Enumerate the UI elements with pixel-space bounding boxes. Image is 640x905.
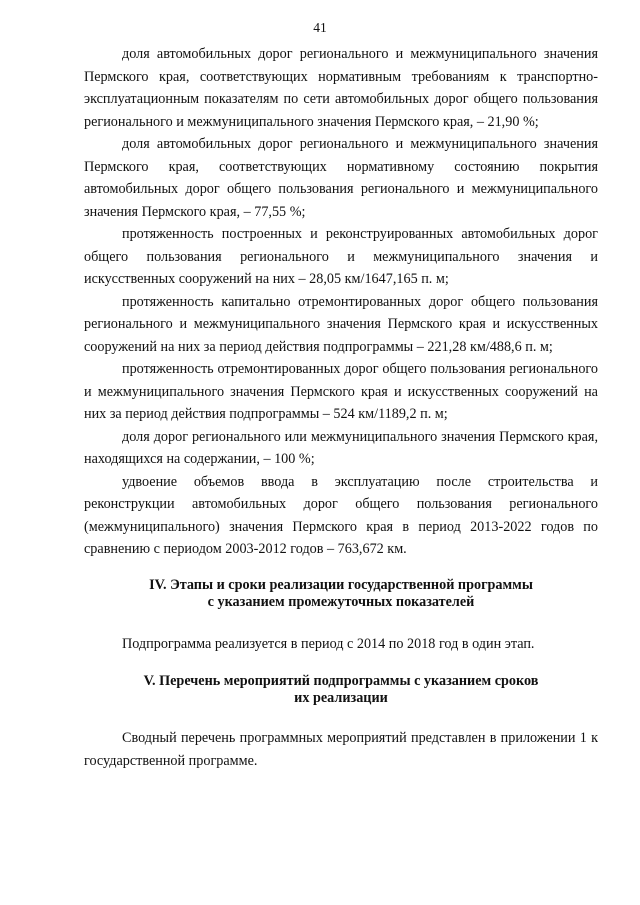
section-iv-text: Подпрограмма реализуется в период с 2014 по 2018 год в один этап.	[122, 635, 535, 652]
section-iv-heading-line2: с указанием промежуточных показателей	[207, 593, 475, 610]
indicator-paragraph: протяженность построенных и реконструированных автомобильных дорог общего пользования регионального и межмуниципального значения и искусственных сооружений на них – 28,05 км/1647,165 п. м;	[84, 226, 598, 287]
indicator-paragraph: доля дорог регионального или межмуниципального значения Пермского края, находящихся на содержании, – 100 %;	[84, 428, 598, 467]
section-v-heading-line1: V. Перечень мероприятий подпрограммы с указанием сроков	[143, 673, 539, 689]
page-number: 41	[313, 20, 327, 35]
indicator-paragraph: удвоение объемов ввода в эксплуатацию после строительства и реконструкции автомобильных дорог общего пользования регионального (межмуниципального) значения Пермского края в период 2013-2022 годов по сравнению с периодом 2003-2012 годов – 763,672 км.	[84, 473, 598, 557]
document-body	[84, 43, 598, 772]
section-v-heading	[84, 673, 598, 707]
indicator-paragraph: протяженность отремонтированных дорог общего пользования регионального и межмуниципального значения Пермского края и искусственных сооружений на них за период действия подпрограммы – 524 км/1189,2 п. м;	[84, 361, 598, 422]
section-v-text: Сводный перечень программных мероприятий представлен в приложении 1 к государственной программе.	[84, 730, 598, 769]
indicator-paragraph: доля автомобильных дорог регионального и межмуниципального значения Пермского края, соответствующих нормативному состоянию покрытия автомобильных дорог общего пользования регионального и межмуниципального значения Пермского края, – 77,55 %;	[84, 136, 598, 220]
section-iv-heading	[84, 577, 598, 611]
indicator-paragraph: доля автомобильных дорог регионального и межмуниципального значения Пермского края, соответствующих нормативным требованиям к транспортно-эксплуатационным показателям по сети автомобильных дорог общего пользования регионального и межмуниципального значения Пермского края, – 21,90 %;	[84, 46, 598, 130]
indicator-paragraph: протяженность капитально отремонтированных дорог общего пользования регионального и межмуниципального значения Пермского края и искусственных сооружений на них за период действия подпрограммы – 221,28 км/488,6 п. м;	[84, 293, 598, 355]
section-iv-heading-line1: IV. Этапы и сроки реализации государственной программы	[149, 576, 533, 593]
section-v-heading-line2: их реализации	[294, 690, 388, 706]
